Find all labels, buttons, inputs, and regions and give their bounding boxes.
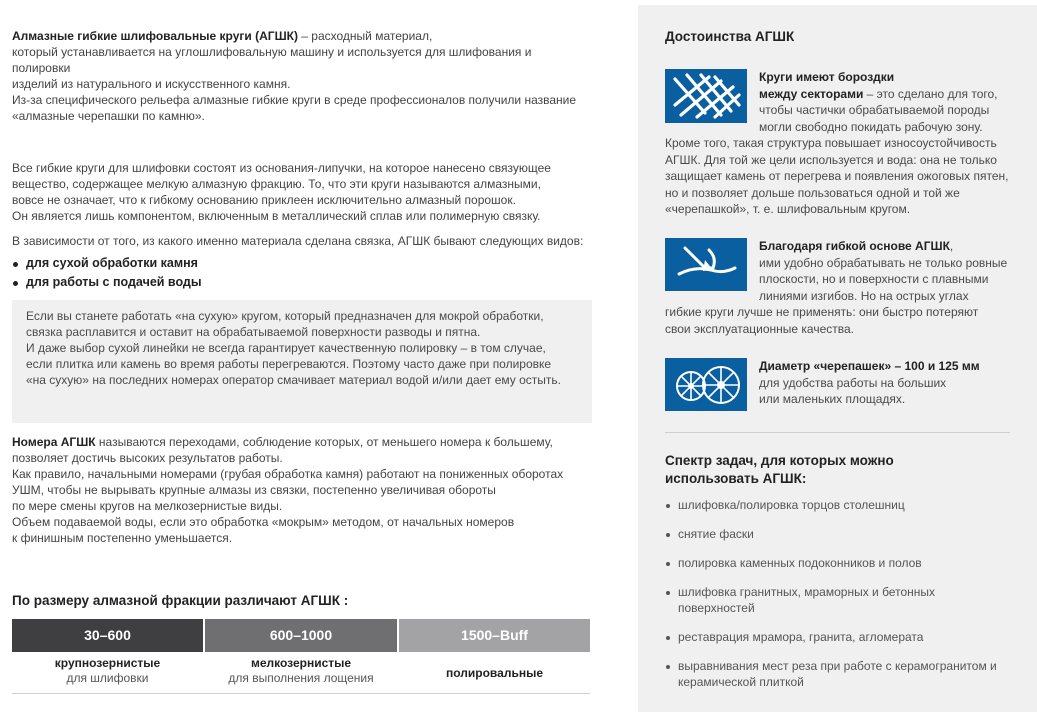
fraction-col-polish (399, 619, 590, 691)
list-item: для сухой обработки камня (12, 254, 202, 273)
intro-line: который устанавливается на углошлифовальную машину и используется для шлифования и полировки (12, 45, 532, 75)
grooves-grid-icon (665, 69, 747, 123)
divider (12, 693, 590, 694)
note-line: Если вы станете работать «на сухую» кругом, который предназначен для мокрой обработки, (26, 309, 544, 323)
intro-title-rest: – расходный материал, (297, 29, 433, 43)
feature-line: – это сделано для того, (863, 86, 998, 101)
numbers-paragraph (12, 434, 592, 546)
feature-line: Кроме того, такая структура повышает износоустойчивость (665, 136, 997, 150)
feature-flexible (665, 238, 1010, 338)
fraction-name: мелкозернистые (250, 656, 352, 670)
note-line: «на сухую» на последних номерах оператор смачивает материал водой и/или дает ему остыть. (26, 373, 561, 387)
list-item: полировка каменных подоконников и полов (665, 555, 1010, 571)
list-item: для работы с подачей воды (12, 273, 202, 292)
intro-line: изделий из натурального и искусственного камня. (12, 77, 291, 91)
types-list (12, 254, 202, 292)
note-line: если плитка или камень во время работы перегреваются. Поэтому часто даже при полировке (26, 357, 552, 371)
numbers-line: Объем подаваемой воды, если это обработка «мокрым» методом, от начальных номеров (12, 515, 515, 529)
feature-text (759, 69, 1010, 135)
feature-line: «черепашкой», т. е. шлифовальным кругом. (665, 202, 911, 216)
feature-heading: Диаметр «черепашек» – 100 и 125 мм (759, 359, 980, 373)
feature-line: или маленьких площадях. (759, 392, 906, 406)
numbers-line: УШМ, чтобы не вырывать крупные алмазы из связки, постепенно увеличивая обороты (12, 483, 496, 497)
feature-heading: Круги имеют бороздки (759, 70, 895, 84)
feature-text (759, 238, 1010, 304)
base-line: вещество, содержащее мелкую алмазную фракцию. То, что эти круги называются алмазными, (12, 177, 541, 191)
numbers-title: Номера АГШК (12, 435, 96, 449)
numbers-line: к финишным постепенно уменьшается. (12, 531, 233, 545)
intro-title: Алмазные гибкие шлифовальные круги (АГШК) (12, 29, 298, 43)
numbers-line: Как правило, начальными номерами (грубая обработка камня) работают на пониженных оборотах (12, 467, 564, 481)
feature-more (665, 304, 1010, 337)
sidebar-title: Достоинства АГШК (665, 29, 795, 44)
feature-line: плоскости, но и поверхности с плавными (759, 272, 989, 286)
fraction-name: крупнозернистые (54, 656, 161, 670)
list-item: снятие фаски (665, 526, 1010, 542)
feature-line: ими удобно обрабатывать не только ровные (759, 255, 1008, 270)
base-paragraph (12, 160, 592, 224)
feature-line: АГШК. Для той же цели используется и вода: она не только (665, 152, 997, 167)
numbers-line: по мере смены кругов на мелкозернистые виды. (12, 499, 283, 513)
feature-line: для удобства работы на больших (759, 375, 947, 390)
warning-note (12, 300, 592, 423)
note-line: И даже выбор сухой линейки не всегда гарантирует качественную полировку – в том случае, (26, 341, 546, 355)
feature-more (665, 135, 1010, 218)
feature-line: линиями изгибов. Но на острых углах (759, 288, 969, 303)
feature-line: чтобы частички обрабатываемой породы (759, 103, 990, 117)
feature-diameter (665, 358, 1010, 414)
tasks-list (665, 497, 1010, 690)
feature-heading: Благодаря гибкой основе АГШК (759, 239, 950, 253)
fraction-range: 600–1000 (205, 619, 397, 652)
list-item: шлифовка гранитных, мраморных и бетонных поверхностей (665, 584, 945, 616)
fraction-use: для шлифовки (66, 671, 149, 685)
feature-line: , (949, 239, 954, 253)
feature-line: свои эксплуатационные качества. (665, 321, 854, 336)
fraction-name: полировальные (445, 666, 543, 680)
divider (665, 432, 1010, 433)
list-item: шлифовка/полировка торцов столешниц (665, 497, 1010, 513)
fraction-col-fine (205, 619, 397, 691)
types-intro: В зависимости от того, из какого именно материала сделана связка, АГШК бывают следующих видов: (12, 234, 584, 248)
sidebar (638, 5, 1037, 712)
intro-paragraph (12, 28, 592, 124)
fraction-table (12, 619, 590, 691)
feature-line: гибкие круги лучше не применять: они быстро потеряют (665, 305, 979, 319)
fraction-range: 1500–Buff (399, 619, 590, 652)
feature-line: защищает камень от перегрева и появления ожоговых пятен, (665, 169, 1009, 183)
feature-heading: между секторами (759, 86, 864, 101)
intro-line: «алмазные черепашки по камню». (12, 109, 205, 123)
list-item: реставрация мрамора, гранита, агломерата (665, 629, 1010, 645)
fraction-range: 30–600 (12, 619, 203, 652)
intro-line: Из-за специфического рельефа алмазные гибкие круги в среде профессионалов получили название (12, 93, 577, 107)
feature-text (759, 358, 1010, 408)
flexible-base-icon (665, 238, 747, 291)
numbers-line: позволяет достичь высоких результатов работы. (12, 451, 283, 465)
feature-line: но и позволяет дольше пользоваться одной и той же (665, 185, 960, 200)
fraction-title: По размеру алмазной фракции различают АГШК : (12, 593, 349, 608)
fraction-col-coarse (12, 619, 203, 691)
feature-line: могли свободно покидать рабочую зону. (759, 119, 983, 134)
fraction-use: для выполнения лощения (228, 671, 374, 685)
disc-diameter-icon (665, 358, 747, 411)
base-line: Он является лишь компонентом, включенным в металлический сплав или полимерную связку. (12, 209, 541, 223)
base-line: Все гибкие круги для шлифовки состоят из основания-липучки, на которое нанесено связующее (12, 161, 551, 175)
feature-grooves (665, 69, 1010, 219)
base-line: вовсе не означает, что к гибкому основанию приклеен исключительно алмазный порошок. (12, 193, 516, 207)
tasks-title: Спектр задач, для которых можно использовать АГШК: (665, 453, 894, 486)
numbers-title-rest: называются переходами, соблюдение которых, от меньшего номера к большему, (95, 435, 553, 449)
note-line: связка расплавится и оставит на обрабатываемой поверхности разводы и пятна. (26, 325, 481, 339)
list-item: выравнивания мест реза при работе с керамогранитом и керамической плиткой (665, 658, 1005, 690)
